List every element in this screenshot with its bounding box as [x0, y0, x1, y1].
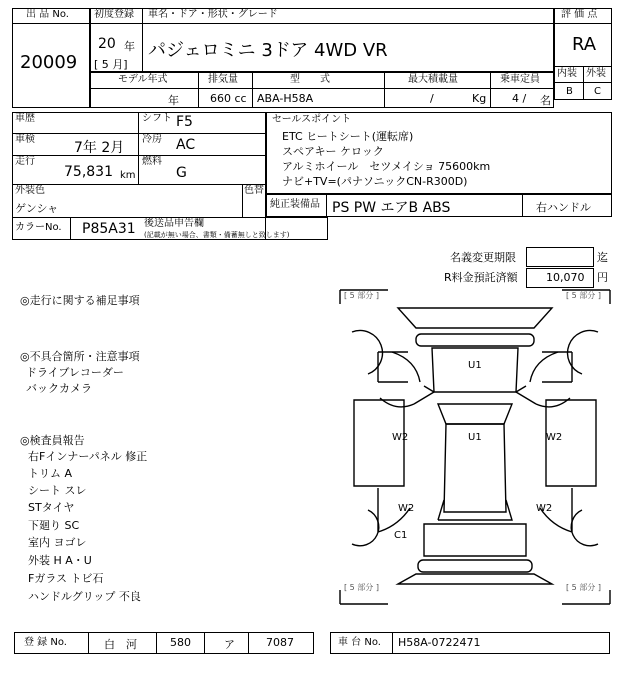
interior-value: B — [566, 86, 573, 97]
name-change-label: 名義変更期限 — [450, 251, 516, 264]
mileage-value: 75,831 — [64, 164, 113, 180]
tire-fl-value: 5 — [349, 291, 355, 300]
inspector-item: ハンドルグリップ 不良 — [28, 590, 141, 603]
mark-left-sill: C1 — [394, 530, 408, 541]
name-change-field — [526, 247, 594, 267]
tire-fr-label: [ 5 部分 ] — [566, 291, 601, 300]
steering-value: 右ハンドル — [536, 201, 591, 214]
reg-month: [ 5 月] — [94, 58, 128, 71]
reg-class: 580 — [170, 636, 191, 649]
mark-roof: U1 — [468, 432, 482, 443]
capacity-unit: 名 — [540, 94, 551, 107]
displacement-value: 660 cc — [210, 92, 247, 105]
mark-hood: U1 — [468, 360, 482, 371]
reg-year: 20 — [98, 36, 116, 52]
inspector-item: トリム A — [28, 467, 73, 480]
defect-item: バックカメラ — [26, 382, 92, 395]
inspector-item: 室内 ヨゴレ — [28, 536, 87, 549]
tire-rl-value: 5 — [349, 583, 355, 592]
capacity-value: 4 / — [512, 92, 527, 105]
sales-points-label: セールスポイント — [272, 114, 352, 125]
tire-fr-value: 5 — [571, 291, 577, 300]
car-name: パジェロミニ 3ドア 4WD VR — [148, 40, 388, 61]
lot-number: 20009 — [20, 52, 78, 73]
defect-notes-title: ◎不具合箇所・注意事項 — [20, 350, 140, 363]
ac-value: AC — [176, 137, 196, 153]
sales-point-line: アルミホイール セツメイショ 75600km — [282, 160, 491, 173]
shift-value: F5 — [176, 114, 193, 130]
tire-rl-label: [ 5 部分 ] — [344, 583, 379, 592]
tire-rr-label: [ 5 部分 ] — [566, 583, 601, 592]
recycle-label: R料金預託済額 — [444, 271, 518, 284]
tire-unit: 部分 — [579, 291, 596, 300]
rating-value: RA — [572, 34, 597, 55]
inspector-item: 右Fインナーパネル 修正 — [28, 450, 148, 463]
color-no-value: P85A31 — [82, 221, 136, 237]
fuel-label: 燃料 — [142, 156, 162, 167]
chassis-label: 車 台 No. — [338, 637, 381, 648]
mileage-label: 走行 — [15, 156, 35, 167]
max-load-value: / — [430, 92, 434, 105]
type-label: 型 式 — [290, 74, 330, 85]
inspector-item: 外装 H A・U — [28, 554, 92, 567]
max-load-label: 最大積載量 — [408, 74, 458, 85]
sales-point-line: ナビ+TV=(パナソニックCN-R300D) — [282, 175, 468, 188]
mileage-unit: km — [120, 170, 136, 181]
inspector-item: シート スレ — [28, 484, 87, 497]
mark-left-rear: W2 — [398, 503, 415, 514]
shift-label: シフト — [142, 113, 172, 124]
mark-left-front: W2 — [392, 432, 409, 443]
rating-label: 評 価 点 — [561, 9, 598, 20]
max-load-unit: Kg — [472, 92, 487, 105]
lot-label: 出 品 No. — [26, 9, 69, 20]
model-year-label: モデル年式 — [118, 74, 168, 85]
inspector-item: Fガラス トビ石 — [28, 572, 104, 585]
tire-rr-value: 5 — [571, 583, 577, 592]
recycle-value: 10,070 — [546, 271, 585, 284]
driving-notes-title: ◎走行に関する補足事項 — [20, 294, 140, 307]
reg-area: 白 河 — [104, 638, 137, 651]
inspector-item: 下廻り SC — [28, 519, 80, 532]
exterior-label: 外装 — [586, 68, 606, 79]
reg-kana: ア — [224, 638, 235, 651]
tire-unit: 部分 — [357, 291, 374, 300]
color-label: 外装色 — [15, 185, 45, 196]
inspection-value: 7年 2月 — [74, 140, 125, 156]
color-value: ゲンシャ — [15, 202, 59, 215]
reg-number: 7087 — [266, 636, 294, 649]
capacity-label: 乗車定員 — [500, 74, 540, 85]
sales-point-line: ETC ヒートシート(運転席) — [282, 130, 414, 143]
reg-year-unit: 年 — [124, 40, 135, 53]
shipping-note: (記載が無い場合、書類・備蓄無しと致します) — [144, 231, 290, 239]
sales-point-line: スペアキー ケロック — [282, 145, 384, 158]
car-diagram-svg — [338, 288, 612, 606]
recycle-unit: 円 — [597, 271, 608, 284]
defect-item: ドライブレコーダー — [26, 366, 124, 379]
model-year-unit: 年 — [168, 94, 179, 107]
mark-right-front: W2 — [546, 432, 563, 443]
first-reg-label: 初度登録 — [94, 9, 134, 20]
reg-label: 登 録 No. — [24, 637, 67, 648]
inspection-label: 車検 — [15, 134, 35, 145]
tire-unit: 部分 — [357, 583, 374, 592]
color-no-label: カラーNo. — [15, 222, 62, 233]
displacement-label: 排気量 — [208, 74, 238, 85]
ac-label: 冷房 — [142, 134, 162, 145]
name-change-unit: 迄 — [597, 251, 608, 264]
tire-fl-label: [ 5 部分 ] — [344, 291, 379, 300]
interior-label: 内装 — [557, 68, 577, 79]
genuine-value: PS PW エアB ABS — [332, 200, 451, 216]
car-name-label: 車名・ドア・形状・グレード — [148, 9, 278, 20]
exterior-value: C — [594, 86, 601, 97]
tire-unit: 部分 — [579, 583, 596, 592]
chassis-number: H58A-0722471 — [398, 636, 481, 649]
inspector-item: STタイヤ — [28, 501, 75, 514]
inspector-notes-title: ◎検査員報告 — [20, 434, 85, 447]
history-label: 車歴 — [15, 113, 35, 124]
mark-right-rear: W2 — [536, 503, 553, 514]
fuel-value: G — [176, 165, 187, 181]
color-code-label: 色替 — [244, 185, 264, 196]
type-value: ABA-H58A — [257, 92, 314, 105]
car-diagram — [338, 288, 612, 606]
shipping-label: 後送品申告欄 — [144, 218, 204, 229]
genuine-label: 純正装備品 — [270, 199, 320, 210]
